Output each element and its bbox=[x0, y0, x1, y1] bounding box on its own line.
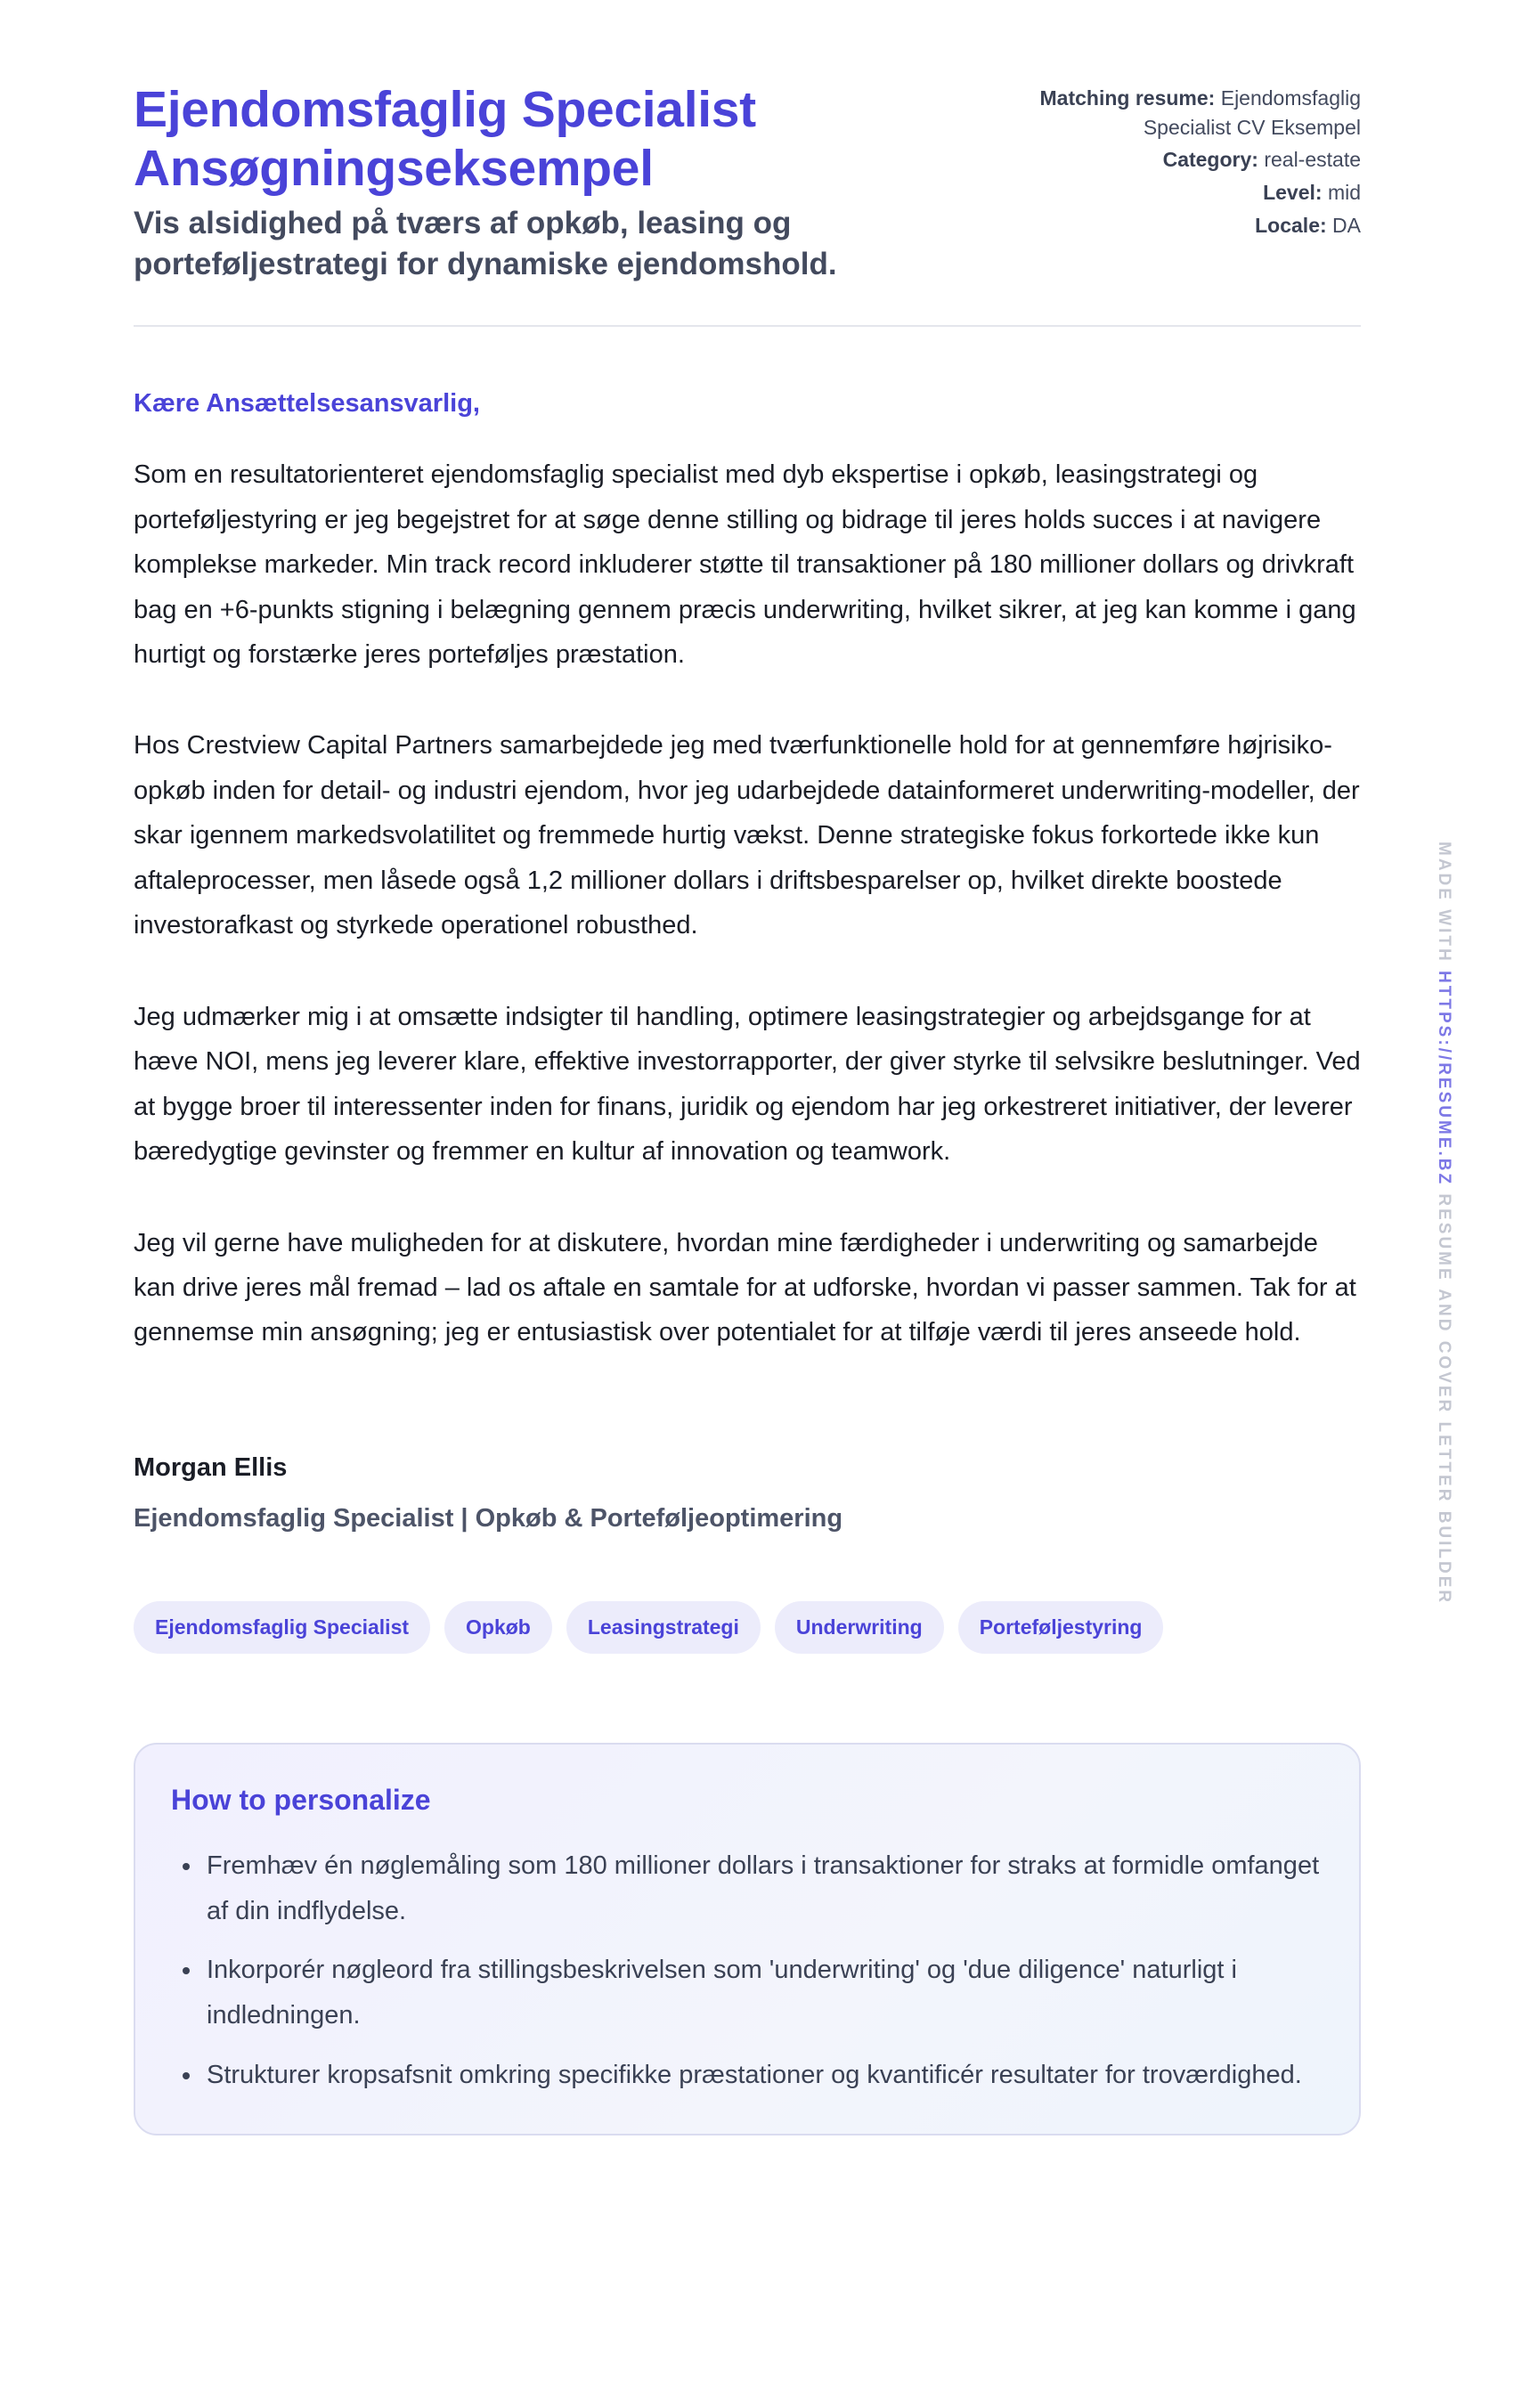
tag-list bbox=[134, 1601, 1361, 1654]
tip-item: • Fremhæv én nøglemåling som 180 millioner dollars i transaktioner for straks at formidle omfanget af din indflydelse. bbox=[203, 1843, 1323, 1934]
watermark-text: MADE WITH HTTPS://RESUME.BZ RESUME AND COVER LETTER BUILDER bbox=[1435, 842, 1453, 1606]
meta-locale: Locale: DA bbox=[1255, 213, 1361, 237]
watermark-link[interactable]: HTTPS://RESUME.BZ bbox=[1435, 971, 1453, 1187]
letter-paragraph-3: Jeg udmærker mig i at omsætte indsigter til handling, optimere leasingstrategier og arbejdsgange for at hæve NOI, mens jeg leverer klare, effektive investorrapporter, der giver styrke til selvsikre beslutninger. Ved at bygge broer til interessenter inden for finans, juridik og ejendom har jeg orkestreret initiativer, der leverer bæredygtige gevinster og fremmer en kultur af innovation og teamwork. bbox=[134, 1002, 1361, 1167]
letter-paragraph-4: Jeg vil gerne have muligheden for at diskutere, hvordan mine færdigheder i underwriting og samarbejde kan drive jeres mål fremad – lad os aftale en samtale for at udforske, hvordan vi passer sammen. Tak for at gennemse min ansøgning; jeg er entusiastisk over potentialet for at tilføje værdi til jeres anseede hold. bbox=[134, 1228, 1356, 1347]
matching-resume-link[interactable]: Ejendomsfaglig Specialist CV Eksempel bbox=[1143, 86, 1361, 139]
letter-greeting: Kære Ansættelsesansvarlig, bbox=[134, 389, 480, 419]
title-line-2: Ansøgningseksempel bbox=[134, 140, 654, 198]
title-block bbox=[134, 80, 882, 284]
meta-category: Category: real-estate bbox=[1162, 148, 1361, 172]
title-line-1: Ejendomsfaglig Specialist bbox=[134, 81, 756, 138]
tag-chip[interactable]: Opkøb bbox=[444, 1601, 552, 1654]
tag-chip[interactable]: Leasingstrategi bbox=[566, 1601, 761, 1654]
signature-role: Ejendomsfaglig Specialist | Opkøb & Porteføljeoptimering bbox=[134, 1503, 843, 1533]
header bbox=[134, 80, 1361, 327]
meta-panel bbox=[1005, 84, 1361, 243]
side-watermark bbox=[1429, 842, 1464, 1606]
tip-item: • Strukturer kropsafsnit omkring specifikke præstationer og kvantificér resultater for troværdighed. bbox=[203, 2053, 1323, 2098]
meta-matching-resume: Matching resume: Ejendomsfaglig Specialist CV Eksempel bbox=[1039, 86, 1361, 139]
letter-paragraph-1: Som en resultatorienteret ejendomsfaglig specialist med dyb ekspertise i opkøb, leasingstrategi og porteføljestyring er jeg begejstret for at søge denne stilling og bidrage til jeres holds succes i at navigere komplekse markeder. Min track record inkluderer støtte til transaktioner på 180 millioner dollars og drivkraft bag en +6-punkts stigning i belægning gennem præcis underwriting, hvilket sikrer, at jeg kan komme i gang hurtigt og forstærke jeres porteføljes præstation. bbox=[134, 460, 1356, 670]
tip-item: • Inkorporér nøgleord fra stillingsbeskrivelsen som 'underwriting' og 'due diligence' naturligt i indledningen. bbox=[203, 1948, 1323, 2038]
letter-paragraph-2: Hos Crestview Capital Partners samarbejdede jeg med tværfunktionelle hold for at gennemføre højrisiko-opkøb inden for detail- og industri ejendom, hvor jeg udarbejdede datainformeret underwriting-modeller, der skar igennem markedsvolatilitet og fremmede hurtig vækst. Denne strategiske fokus forkortede ikke kun aftaleprocesser, men låsede også 1,2 millioner dollars i driftsbesparelser op, hvilket direkte boostede investorafkast og styrkede operationel robusthed. bbox=[134, 731, 1360, 940]
tips-title: How to personalize bbox=[171, 1783, 431, 1816]
page-title bbox=[134, 80, 882, 198]
tag-chip[interactable]: Underwriting bbox=[775, 1601, 944, 1654]
tips-list bbox=[171, 1843, 1323, 2098]
page-subtitle: Vis alsidighed på tværs af opkøb, leasing og porteføljestrategi for dynamiske ejendomshold. bbox=[134, 206, 837, 281]
personalize-tips-box bbox=[134, 1743, 1361, 2135]
signature-name: Morgan Ellis bbox=[134, 1452, 288, 1482]
cover-letter-page bbox=[134, 80, 1361, 2135]
tag-chip[interactable]: Porteføljestyring bbox=[958, 1601, 1164, 1654]
tag-chip[interactable]: Ejendomsfaglig Specialist bbox=[134, 1601, 430, 1654]
meta-level: Level: mid bbox=[1263, 180, 1361, 204]
